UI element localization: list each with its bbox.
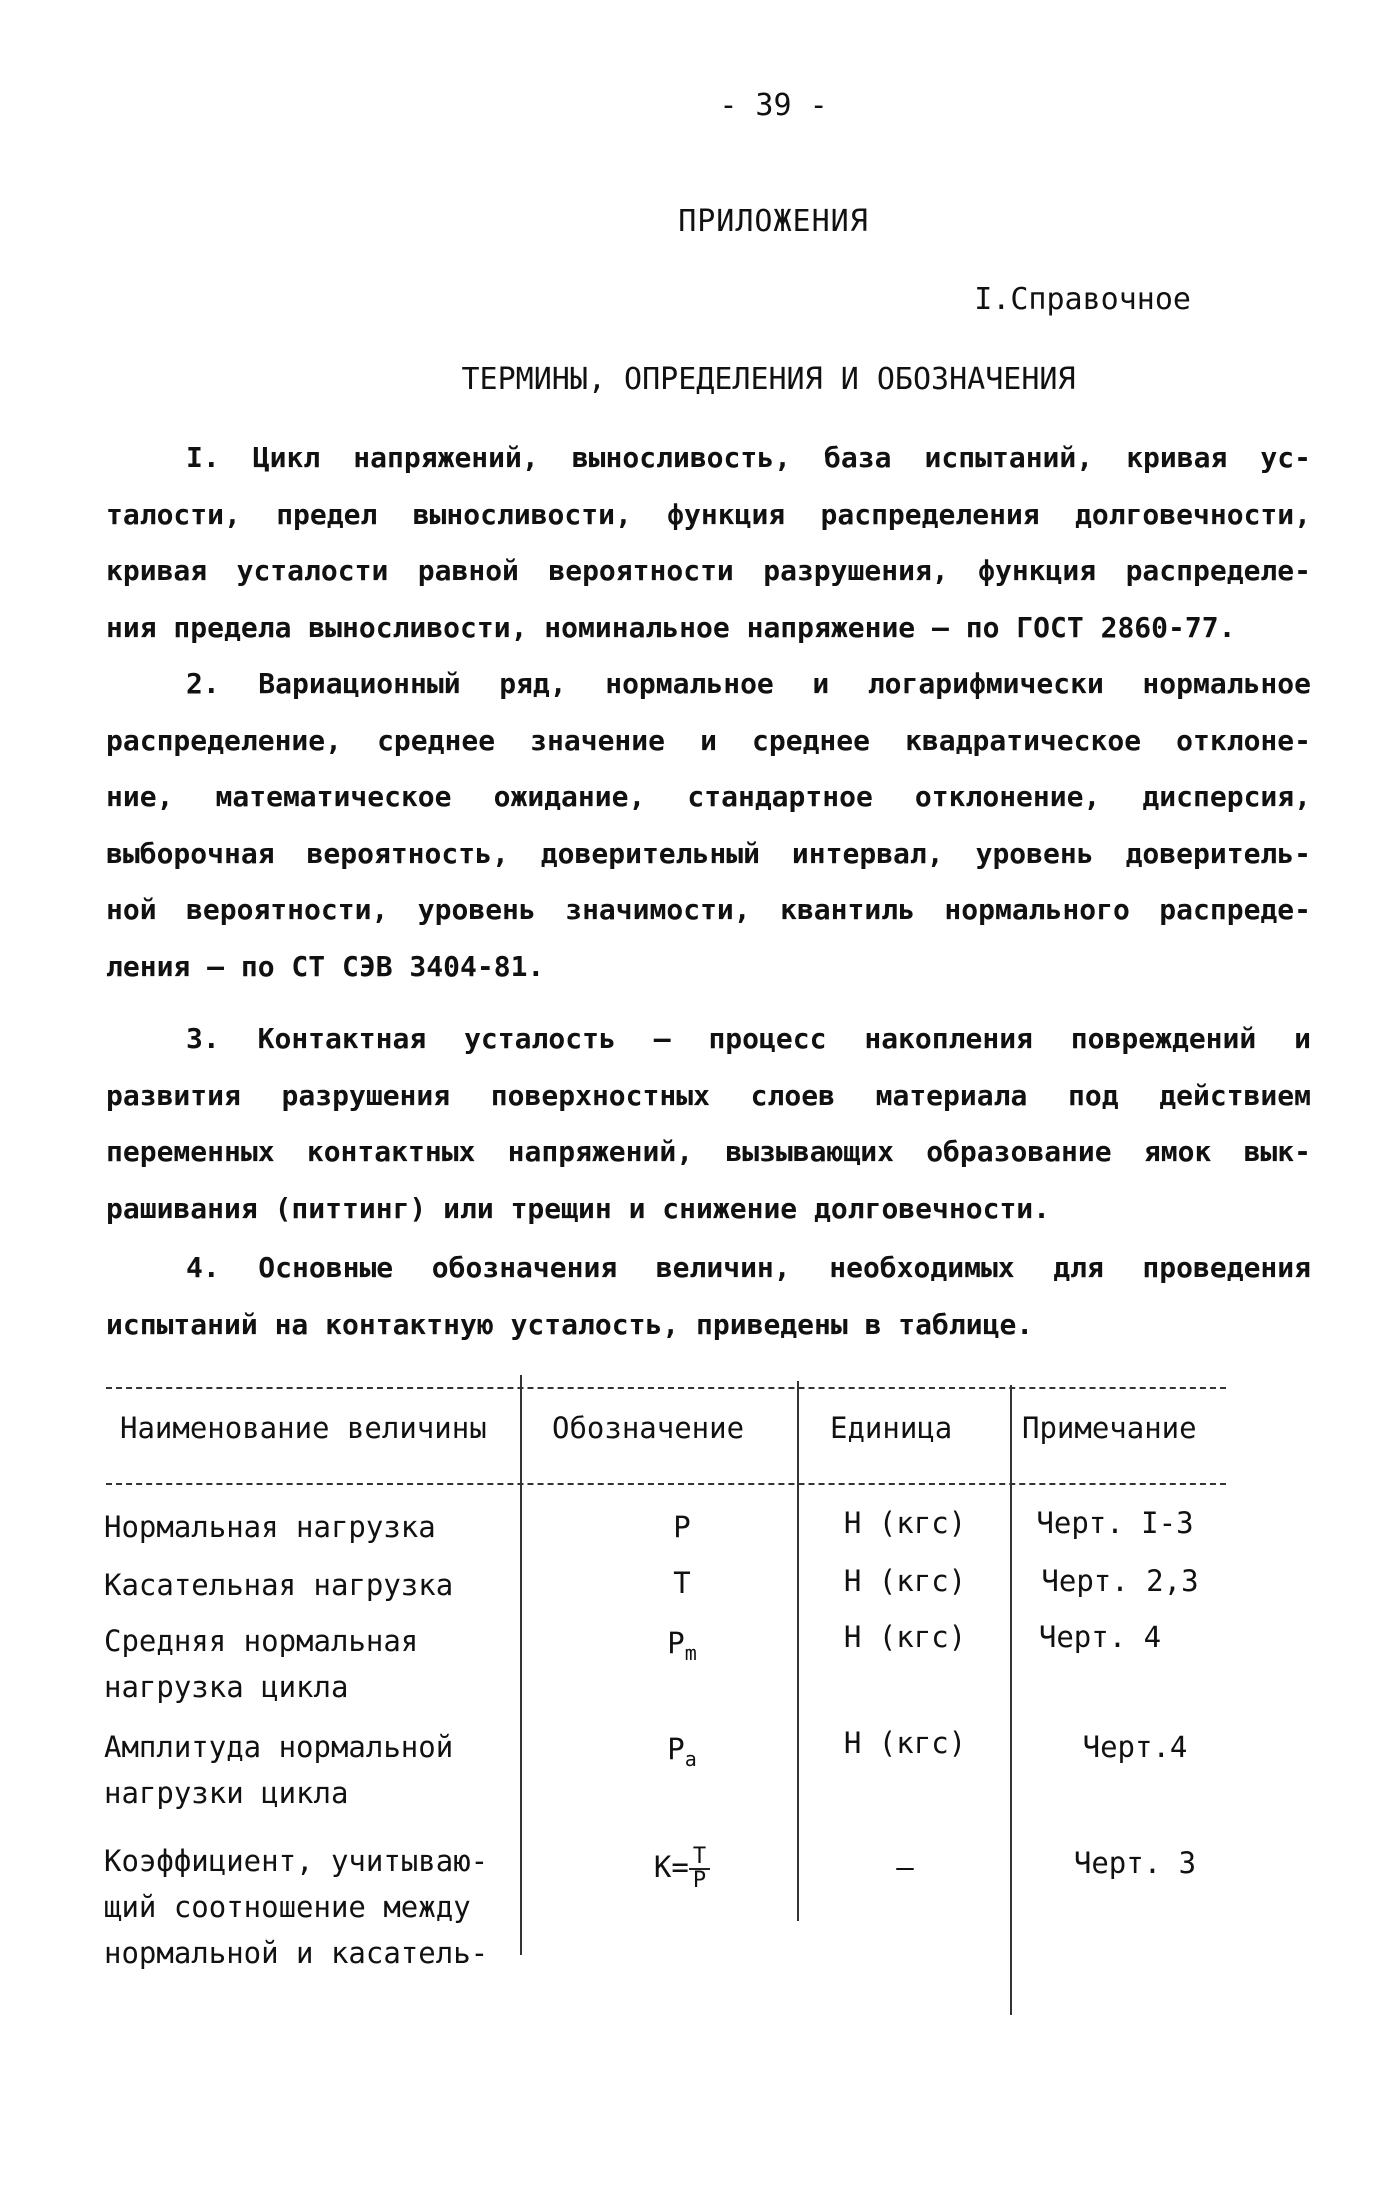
formula-lhs: K=	[653, 1850, 689, 1884]
table-row-note: Черт. I-3	[1036, 1506, 1194, 1540]
fraction	[689, 1846, 710, 1892]
table-row-name: Касательная нагрузка	[104, 1568, 454, 1602]
paragraph-line: ления – по СТ СЭВ 3404-81.	[106, 949, 545, 983]
paragraph-line: кривая усталости равной вероятности разрушения, функция распределе-	[106, 554, 1311, 587]
paragraph-line: ной вероятности, уровень значимости, квантиль нормального распреде-	[106, 893, 1311, 926]
table-row-symbol: P	[673, 1510, 691, 1544]
paragraph-1	[106, 430, 1311, 656]
paragraph-line: 3. Контактная усталость – процесс накопления повреждений и	[186, 1022, 1311, 1055]
paragraph-line: переменных контактных напряжений, вызывающих образование ямок вык-	[106, 1135, 1311, 1168]
paragraph-line: талости, предел выносливости, функция распределения долговечности,	[106, 497, 1311, 531]
header-symbol: Обозначение	[552, 1411, 745, 1445]
table-row-unit: Н (кгс)	[843, 1620, 967, 1654]
paragraph-3	[106, 1011, 1311, 1237]
table-row-note: Черт.4	[1082, 1730, 1188, 1764]
table-row-name: нормальной и касатель-	[104, 1936, 489, 1970]
table-row-symbol-formula	[532, 1845, 832, 1892]
paragraph-line: выборочная вероятность, доверительный интервал, уровень доверитель-	[106, 836, 1311, 870]
table-row-name: Нормальная нагрузка	[104, 1510, 436, 1544]
table-row-unit: Н (кгс)	[843, 1506, 967, 1540]
fraction-denominator: P	[692, 1868, 707, 1893]
paragraph-line: 4. Основные обозначения величин, необходимых для проведения	[186, 1251, 1311, 1284]
table-row-symbol: $P_a$	[667, 1732, 697, 1771]
table-row-unit: Н (кгс)	[843, 1726, 967, 1760]
designations-table	[100, 1375, 1220, 2015]
paragraph-line: рашивания (питтинг) или трещин и снижение долговечности.	[106, 1191, 1051, 1225]
table-row-unit: –	[896, 1850, 914, 1884]
page-number: - 39 -	[719, 88, 828, 123]
paragraph-line: испытаний на контактную усталость, приведены в таблице.	[106, 1307, 1034, 1341]
column-divider	[520, 1375, 522, 1955]
appendix-title: ТЕРМИНЫ, ОПРЕДЕЛЕНИЯ И ОБОЗНАЧЕНИЯ	[461, 362, 1076, 397]
table-row-name: Коэффициент, учитываю-	[104, 1844, 489, 1878]
paragraph-line: ния предела выносливости, номинальное напряжение – по ГОСТ 2860-77.	[106, 610, 1236, 644]
paragraph-line: ние, математическое ожидание, стандартное отклонение, дисперсия,	[106, 780, 1311, 813]
header-unit: Единица	[830, 1411, 953, 1445]
paragraph-line: 2. Вариационный ряд, нормальное и логарифмически нормальное	[186, 667, 1311, 700]
table-row-symbol: T	[673, 1566, 691, 1600]
table-row-name: нагрузка цикла	[104, 1670, 349, 1704]
header-name: Наименование величины	[120, 1411, 487, 1445]
paragraph-line: распределение, среднее значение и среднее квадратическое отклоне-	[106, 723, 1311, 757]
column-divider	[1010, 1385, 1012, 2015]
header-note: Примечание	[1022, 1411, 1197, 1445]
table-row-unit: Н (кгс)	[843, 1564, 967, 1598]
table-row-name: Средняя нормальная	[104, 1624, 419, 1658]
table-header-rule	[106, 1483, 1226, 1485]
fraction-numerator: T	[689, 1846, 710, 1870]
paragraph-2	[106, 656, 1311, 995]
table-row-note: Черт. 3	[1073, 1846, 1197, 1880]
table-row-note: Черт. 2,3	[1041, 1564, 1199, 1598]
table-row-name: Амплитуда нормальной	[104, 1730, 454, 1764]
table-top-rule	[106, 1387, 1226, 1389]
table-row-symbol: $P_m$	[667, 1626, 697, 1665]
table-row-name: щий соотношение между	[104, 1890, 471, 1924]
paragraph-4	[106, 1240, 1311, 1353]
paragraph-line: развития разрушения поверхностных слоев материала под действием	[106, 1078, 1311, 1112]
table-row-name: нагрузки цикла	[104, 1776, 349, 1810]
table-row-note: Черт. 4	[1038, 1620, 1162, 1654]
appendix-reference: I.Справочное	[974, 282, 1191, 317]
section-title: ПРИЛОЖЕНИЯ	[678, 204, 869, 239]
paragraph-line: I. Цикл напряжений, выносливость, база испытаний, кривая ус-	[186, 441, 1311, 474]
